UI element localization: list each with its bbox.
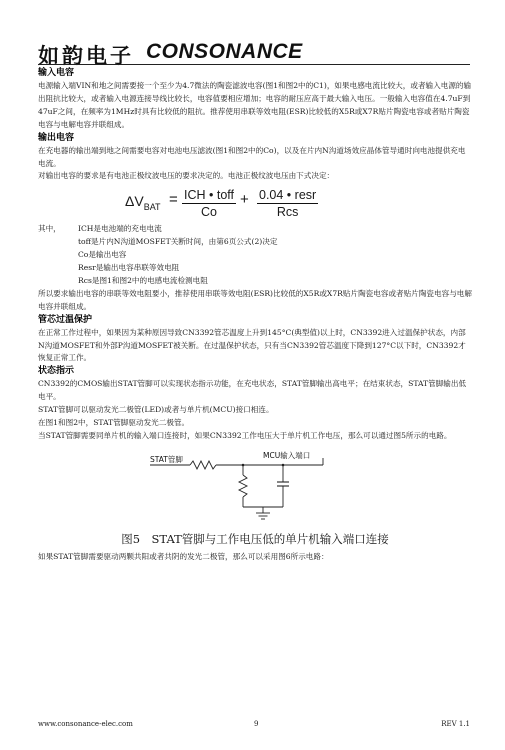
fraction-1-numerator: ICH • toff [184,188,234,203]
status-line-3: 在图1和图2中，STAT管脚驱动发光二极管。 [38,418,190,428]
ripple-voltage-formula [38,183,472,223]
fraction-1-denominator: Co [201,205,217,220]
formula-fraction-2 [257,187,318,220]
section-title-input-capacitor: 输入电容 [38,68,75,78]
company-logo-english: CONSONANCE [146,40,303,63]
figure-5-circuit [38,443,472,525]
fraction-2-numerator: 0.04 • resr [259,188,317,203]
section-title-status-indication: 状态指示 [38,366,75,377]
figure-5-caption: 图5 STAT管脚与工作电压低的单片机输入端口连接 [121,531,389,546]
definition-row [38,249,472,262]
footer-revision: REV 1.1 [441,720,470,728]
fraction-2-denominator: Rcs [276,205,299,220]
formula-lhs: $\Delta V_{BAT}$ [125,193,161,213]
output-capacitor-body-3: 所以要求输出电容的串联等效电阻要小，推荐使用串联等效电阻(ESR)比较低的X5R或X7R贴片陶瓷电容或者贴片陶瓷电容与电解电容并联组成。 [38,288,472,311]
formula-plus: + [240,191,249,209]
definition-row [38,223,472,236]
footer-page-number: 9 [254,720,259,728]
definition-toff: toff是片内N沟道MOSFET关断时间，由第6页公式(2)决定 [78,237,278,247]
definition-row [38,236,472,249]
series-resistor [190,461,216,469]
definitions-lead: 其中， [38,224,61,234]
formula-fraction-1 [182,187,236,220]
definition-ich: ICH是电池端的充电电流 [78,224,162,234]
section-title-output-capacitor: 输出电容 [38,132,75,143]
input-capacitor-body: 电源输入端VIN和地之间需要接一个至少为4.7微法的陶瓷滤波电容(图1和图2中的C1)，如果电感电流比较大，或者输入电源的输出阻抗比较大，或者输入电源连接导线比较长，电容值要相应增加；电容的耐压应高于最大输入电压。一般输入电容值在4.7uF到47uF之间，在频率为1MHz时具有比较低的阻抗。推荐使用串联等效电阻(ESR)比较低的X5R或X7R贴片陶瓷电容或者贴片陶瓷电容与电解电容并联组成。 [38,81,472,129]
formula-definitions [38,223,472,287]
status-line-2: STAT管脚可以驱动发光二极管(LED)或者与单片机(MCU)接口相连。 [38,405,274,415]
company-logo-chinese: 如韵电子 [38,43,134,68]
definition-rcs: Rcs是图1和图2中的电感电流检测电阻 [78,275,208,285]
thermal-protection-body: 在正常工作过程中，如果因为某种原因导致CN3392管芯温度上升到145°C(典型值)以上时，CN3392进入过温保护状态，内部N沟道MOSFET和外部P沟道MOSFET被关断。在过温保护状态，只有当CN3392管芯温度下降到127°C以下时，CN3392才恢复正常工作。 [38,327,466,363]
pulldown-resistor [239,475,247,497]
status-line-4: 当STAT管脚需要同单片机的输入端口连接时，如果CN3392工作电压大于单片机工作电压，那么可以通过图5所示的电路。 [38,430,452,440]
page-content [38,67,472,564]
status-line-1: CN3392的CMOS输出STAT管脚可以实现状态指示功能，在充电状态，STAT管脚输出高电平；在结束状态，STAT管脚输出低电平。 [38,379,467,402]
mcu-port-label: MCU输入端口 [263,450,311,460]
definition-row [38,275,472,288]
definition-co: Co是输出电容 [78,250,127,260]
status-last-line: 如果STAT管脚需要驱动两颗共阳或者共阴的发光二极管，那么可以采用图6所示电路： [38,551,329,561]
header-divider [38,64,470,65]
section-title-thermal-protection: 管芯过温保护 [38,314,93,325]
stat-pin-label: STAT管脚 [150,454,183,464]
definition-resr: Resr是输出电容串联等效电阻 [78,263,180,273]
circuit-diagram [38,443,472,525]
formula-equals: = [169,191,178,209]
output-capacitor-body-2: 对输出电容的要求是有电池正极纹波电压的要求决定的。电池正极纹波电压由下式决定： [38,171,335,181]
footer-website: www.consonance-elec.com [38,720,133,728]
output-capacitor-body-1: 在充电器的输出端到地之间需要电容对电池电压滤波(图1和图2中的Co)，以及在片内N沟道场效应晶体管导通时向电池提供充电电流。 [38,145,466,168]
definition-row [38,262,472,275]
